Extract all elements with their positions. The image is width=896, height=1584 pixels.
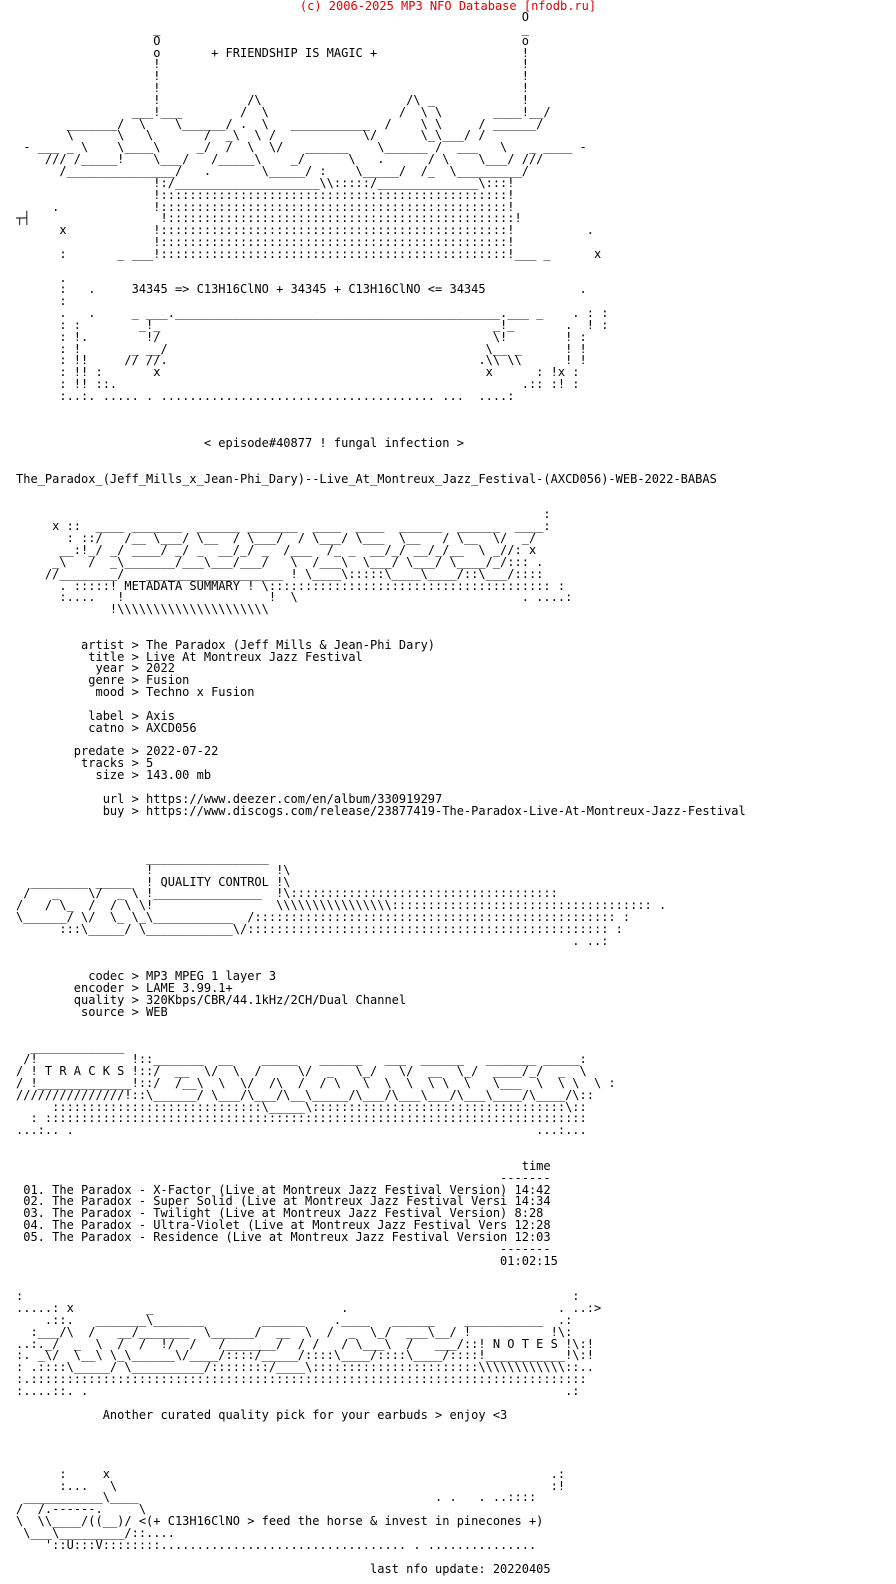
nfo-line: :___/\ / __/_______ \______/ __ \ / _ \_/ ___\__/ ! !\: <box>16 1324 573 1339</box>
nfo-line: mood > Techno x Fusion <box>16 685 255 700</box>
nfo-line: _ _ <box>16 21 529 36</box>
nfo-line: o + FRIENDSHIP IS MAGIC + ! <box>16 45 529 60</box>
nfo-line: : : _!_ _!_ . ! : <box>16 317 609 332</box>
nfo-line <box>16 1267 746 1279</box>
nfo-line: Another curated quality pick for your earbuds > enjoy <3 <box>16 1407 508 1422</box>
nfo-line: \ \ \ / _\ \ / \/ \_\___/ / <box>16 128 486 143</box>
nfo-line: : ::/ /__ \___/ \__ / \___/ / \___/ \___ \__ / \__ \/ _/ <box>16 531 537 546</box>
nfo-line: x :: ____ _______ ______ _______ ____ ____ ______ ______ ____: <box>16 519 551 534</box>
nfo-line: label > Axis <box>16 708 175 723</box>
nfo-line: ! ! <box>16 57 529 72</box>
nfo-line: _______/ \ \______/ . \ ___________ / \ \ / ______/ <box>16 116 544 131</box>
nfo-line: /// /_____! \___/ /_____\ _/ \ . / \ \___/ /// <box>16 152 544 167</box>
nfo-line: / / \_ / / \ \! \\\\\\\\\\\\\\\\:::::::::::::::::::::::::::::::::::: . <box>16 898 667 913</box>
nfo-line: :... \ :! <box>16 1478 566 1493</box>
nfo-line: !::::::::::::::::::::::::::::::::::::::::::::::::! <box>16 235 515 250</box>
nfo-line: artist > The Paradox (Jeff Mills & Jean-Phi Dary) <box>16 637 436 652</box>
nfo-line: _____________ <box>16 1040 125 1055</box>
nfo-line: genre > Fusion <box>16 673 190 688</box>
nfo-line: ___!___ / \ / \ \ ____!__/ <box>16 104 551 119</box>
nfo-line <box>16 415 746 427</box>
nfo-line <box>16 1445 746 1457</box>
nfo-line: 03. The Paradox - Twilight (Live at Montreux Jazz Festival Version) 8:28 <box>16 1206 544 1221</box>
nfo-line: url > https://www.deezer.com/en/album/330919297 <box>16 791 443 806</box>
nfo-line: predate > 2022-07-22 <box>16 744 219 759</box>
nfo-line: . . _ ___._____________________________________________.___ _ . : : <box>16 306 609 321</box>
nfo-line: ! ! <box>16 69 529 84</box>
nfo-line: !::::::::::::::::::::::::::::::::::::::::::::::::! <box>16 187 515 202</box>
nfo-line: 04. The Paradox - Ultra-Violet (Live at Montreux Jazz Festival Vers 12:28 <box>16 1218 551 1233</box>
nfo-line: ! ! <box>16 81 529 96</box>
nfo-line: :::::::::::::::::::::::::::::\_____\:::::::::::::::::::::::::::::::::::\:: <box>16 1099 587 1114</box>
nfo-line: ! /\ /\ _ ! <box>16 92 529 107</box>
nfo-line: ------- <box>16 1170 551 1185</box>
nfo-line: : ! _ __/ \__ _ ! ! <box>16 341 587 356</box>
nfo-line: : : <box>16 1289 580 1304</box>
nfo-line: ///////////////!::\______/ \___/\___/\__\_____/\___/\___\___/\___\____/\____/\:: <box>16 1087 594 1102</box>
nfo-line: :..:. ..... . ...................................... ... ....: <box>16 389 515 403</box>
nfo-text-block <box>16 12 746 1575</box>
nfo-line <box>16 1137 746 1149</box>
nfo-line: ┬┤ !::::::::::::::::::::::::::::::::::::::::::::::::! <box>16 211 522 226</box>
nfo-line: ___________\____ . . . ..:::: <box>16 1490 537 1505</box>
nfo-line: year > 2022 <box>16 661 175 676</box>
nfo-line: :. _\/ \__\ \_\______\/____/::::/_____/::::\____/::::\____/::::!___________!\:! <box>16 1348 594 1363</box>
nfo-line: 05. The Paradox - Residence (Live at Montreux Jazz Festival Version 12:03 <box>16 1229 551 1244</box>
nfo-line: ------- <box>16 1241 551 1256</box>
nfo-line: : !! : x x : !x : <box>16 365 580 380</box>
nfo-line: / _ \/ _ \ !_______________ !\::::::::::::::::::::::::::::::::::::: <box>16 886 558 901</box>
nfo-line: . :::::! METADATA SUMMARY ! \::::::::::::::::::::::::::::::::::::::: : <box>16 578 566 593</box>
nfo-line: _________________ <box>16 850 269 865</box>
nfo-line: quality > 320Kbps/CBR/44.1kHz/2CH/Dual Channel <box>16 993 407 1008</box>
nfo-line: : x .: <box>16 1466 566 1481</box>
nfo-line: ________ _____ ! QUALITY CONTROL !\ <box>16 874 291 889</box>
nfo-line: / /.------. \ <box>16 1502 147 1517</box>
nfo-line <box>16 450 746 462</box>
nfo-line: encoder > LAME 3.99.1+ <box>16 981 233 996</box>
nfo-line: : !! // //. .\\ \\ ! ! <box>16 353 587 368</box>
nfo-line: !\\\\\\\\\\\\\\\\\\\\\ <box>16 602 269 617</box>
nfo-line: _\ / _\_______/___\___/___/ \ /___\ \___/ \___/ \____/_/::: . <box>16 554 544 569</box>
nfo-line: \___\_________/::.... <box>16 1526 175 1540</box>
nfo-line: : ::::::::::::::::::::::::::::::::::::::::::::::::::::::::::::::::::::::::::: <box>16 1111 587 1126</box>
nfo-line: catno > AXCD056 <box>16 720 197 735</box>
nfo-line: . <box>16 270 67 285</box>
nfo-line <box>16 817 746 829</box>
nfo-line: /_______________/ . \_____/ : \_____/ /_ \_________/ <box>16 163 529 178</box>
nfo-line: : . 34345 => C13H16ClNO + 34345 + C13H16ClNO <= 34345 . <box>16 282 587 297</box>
nfo-line <box>16 1433 746 1445</box>
nfo-line <box>16 1421 746 1433</box>
nfo-line: : <box>16 294 67 309</box>
nfo-line: '::U:::V::::::::.................................. . ............... <box>16 1537 537 1552</box>
nfo-line <box>16 486 746 498</box>
nfo-line: time <box>16 1158 551 1173</box>
nfo-line: ..:._/ _ \ / / !/ / /_______/ / / / \___\ / ___/::! N O T E S !\:! <box>16 1336 594 1351</box>
nfo-line: __:!_/ _/ ____/ _/ _ __/_/ _ /___ /_ _ __/_/ __/_/__ \ _//: x <box>16 542 537 557</box>
nfo-line: size > 143.00 mb <box>16 768 212 782</box>
nfo-line <box>16 403 746 415</box>
nfo-line <box>16 616 746 628</box>
nfo-line: .::. _______\_______ ______ .____ ______ ___________ .: <box>16 1312 573 1327</box>
nfo-line <box>16 948 746 960</box>
nfo-line: //________/ ___________________ ! \____\:::::\____\____/::\___/:::: <box>16 566 544 581</box>
nfo-line: O o <box>16 33 529 48</box>
nfo-line: / ! T R A C K S !::/ __ \/ \ / \/ _ \_/ \/ __ \_/ ____/_/ _ \ <box>16 1064 587 1079</box>
nfo-line: : !. !/ \! ! : <box>16 329 587 344</box>
nfo-line: The_Paradox_(Jeff_Mills_x_Jean-Phi_Dary)--Live_At_Montreux_Jazz_Festival-(AXCD056)-WEB-2022-BABAS <box>16 471 717 486</box>
nfo-line: /! !::_______ __ _____ ______ ___ ______ _______ _____: <box>16 1052 587 1067</box>
nfo-line: \ \\____/((__)/ <(+ C13H16ClNO > feed the horse & invest in pinecones +) <box>16 1514 544 1529</box>
nfo-line: source > WEB <box>16 1004 168 1019</box>
nfo-line <box>16 1019 746 1031</box>
nfo-line: . !::::::::::::::::::::::::::::::::::::::::::::::::! <box>16 199 515 214</box>
nfo-line: < episode#40877 ! fungal infection > <box>16 436 464 451</box>
nfo-line: - ___ _ \ \____\ _/ / \ \/ ______ \______ / ___ \ _ ____ - <box>16 140 587 155</box>
nfo-line: x !::::::::::::::::::::::::::::::::::::::::::::::::! . <box>16 223 594 238</box>
nfo-line <box>16 829 746 841</box>
nfo-line: 01. The Paradox - X-Factor (Live at Montreux Jazz Festival Version) 14:42 <box>16 1182 551 1197</box>
nfo-line: title > Live At Montreux Jazz Festival <box>16 649 363 664</box>
nfo-line: : <box>16 507 551 522</box>
nfo-line: \______/ \/ \_ \_\___________ /:::::::::::::::::::::::::::::::::::::::::::::::::: : <box>16 910 631 925</box>
nfo-line: :....::. . .: <box>16 1383 580 1398</box>
nfo-line: codec > MP3 MPEG 1 layer 3 <box>16 969 277 984</box>
nfo-line: : !! ::. .:: :! : <box>16 377 580 392</box>
nfo-line: 01:02:15 <box>16 1253 558 1268</box>
nfo-line: O <box>16 10 529 24</box>
nfo-line: 02. The Paradox - Super Solid (Live at Montreux Jazz Festival Versi 14:34 <box>16 1194 551 1209</box>
nfo-line: ! !\ <box>16 862 291 877</box>
nfo-line <box>16 261 746 273</box>
nfo-line: :.::::::::::::::::::::::::::::::::::::::::::::::::::::::::::::::::::::::::::::: <box>16 1372 587 1387</box>
nfo-line: :::\_____/ \____________\/:::::::::::::::::::::::::::::::::::::::::::::::::: : <box>16 921 623 936</box>
nfo-line: tracks > 5 <box>16 756 154 771</box>
nfo-line: / !_____________!::/ /__\ \ \/ /\ / / \ \ \ \ \ \ \ \___ \ \ \ \ : <box>16 1075 616 1090</box>
nfo-line: : .::::\_____/ \__________/::::::::/____\:::::::::::::::::::::::\\\\\\\\\\\\::.. <box>16 1360 594 1375</box>
nfo-line: .....: x _ . . ..:> <box>16 1300 602 1315</box>
nfo-line: last nfo update: 20220405 <box>16 1561 551 1576</box>
nfo-line: buy > https://www.discogs.com/release/23877419-The-Paradox-Live-At-Montreux-Jazz-Festival <box>16 803 746 818</box>
copyright-banner: (c) 2006-2025 MP3 NFO Database [nfodb.ru] <box>299 0 597 13</box>
nfo-line <box>16 1031 746 1043</box>
nfo-line: !:/____________________\\:::::/______________\:::! <box>16 175 515 190</box>
nfo-line: . ..: <box>16 933 609 948</box>
nfo-line: : _ ___!::::::::::::::::::::::::::::::::::::::::::::::::!___ _ x <box>16 246 602 261</box>
nfo-line: :.... ! ! \ . ....: <box>16 590 573 605</box>
nfo-line: ...:.. . ...:... <box>16 1123 587 1138</box>
